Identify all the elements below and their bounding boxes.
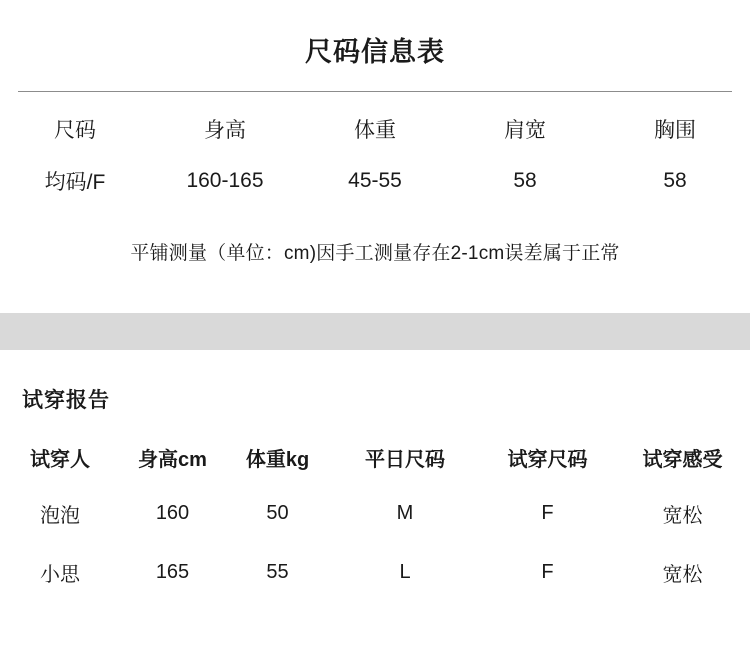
report-col-header-0: 试穿人 (30, 449, 90, 471)
report-r1-c1: 165 (155, 561, 190, 583)
size-col-header-2: 体重 (354, 119, 396, 142)
report-col-header-1: 身高cm (138, 449, 207, 471)
report-r1-c2: 55 (266, 561, 289, 583)
report-title: 试穿报告 (22, 389, 110, 412)
size-value-4: 58 (663, 169, 687, 192)
size-col-header-1: 身高 (204, 119, 246, 142)
report-r0-c0: 泡泡 (40, 505, 80, 527)
size-value-0: 均码/F (44, 171, 106, 194)
report-col-header-2: 体重kg (245, 449, 310, 471)
table-row (0, 543, 750, 602)
report-r0-c5: 宽松 (662, 505, 703, 527)
report-r1-c3: L (399, 561, 411, 583)
try-on-report-table (0, 428, 750, 602)
report-col-header-5: 试穿感受 (642, 449, 723, 471)
size-col-header-3: 肩宽 (504, 119, 546, 142)
size-value-2: 45-55 (348, 169, 402, 192)
report-r0-c4: F (541, 502, 554, 524)
size-value-3: 58 (513, 169, 537, 192)
page-title: 尺码信息表 (305, 37, 445, 67)
size-value-1: 160-165 (186, 169, 264, 192)
size-col-header-0: 尺码 (54, 119, 96, 142)
table-row (0, 484, 750, 543)
measurement-note: 平铺测量（单位：cm)因手工测量存在2-1cm误差属于正常 (130, 243, 620, 264)
size-col-header-4: 胸围 (654, 119, 696, 142)
size-info-section (0, 0, 750, 265)
report-col-header-4: 试穿尺码 (507, 449, 588, 471)
size-table-row (0, 154, 750, 212)
report-r0-c2: 50 (266, 502, 289, 524)
report-r1-c4: F (541, 561, 554, 583)
report-r0-c1: 160 (155, 502, 190, 524)
report-header-row (0, 428, 750, 484)
report-col-header-3: 平日尺码 (365, 449, 445, 471)
report-r1-c5: 宽松 (662, 564, 703, 586)
report-r0-c3: M (396, 502, 414, 524)
size-table (0, 92, 750, 212)
report-r1-c0: 小思 (40, 564, 80, 586)
section-divider-band (0, 313, 750, 350)
try-on-report-section (0, 350, 750, 602)
size-table-header-row (0, 92, 750, 154)
